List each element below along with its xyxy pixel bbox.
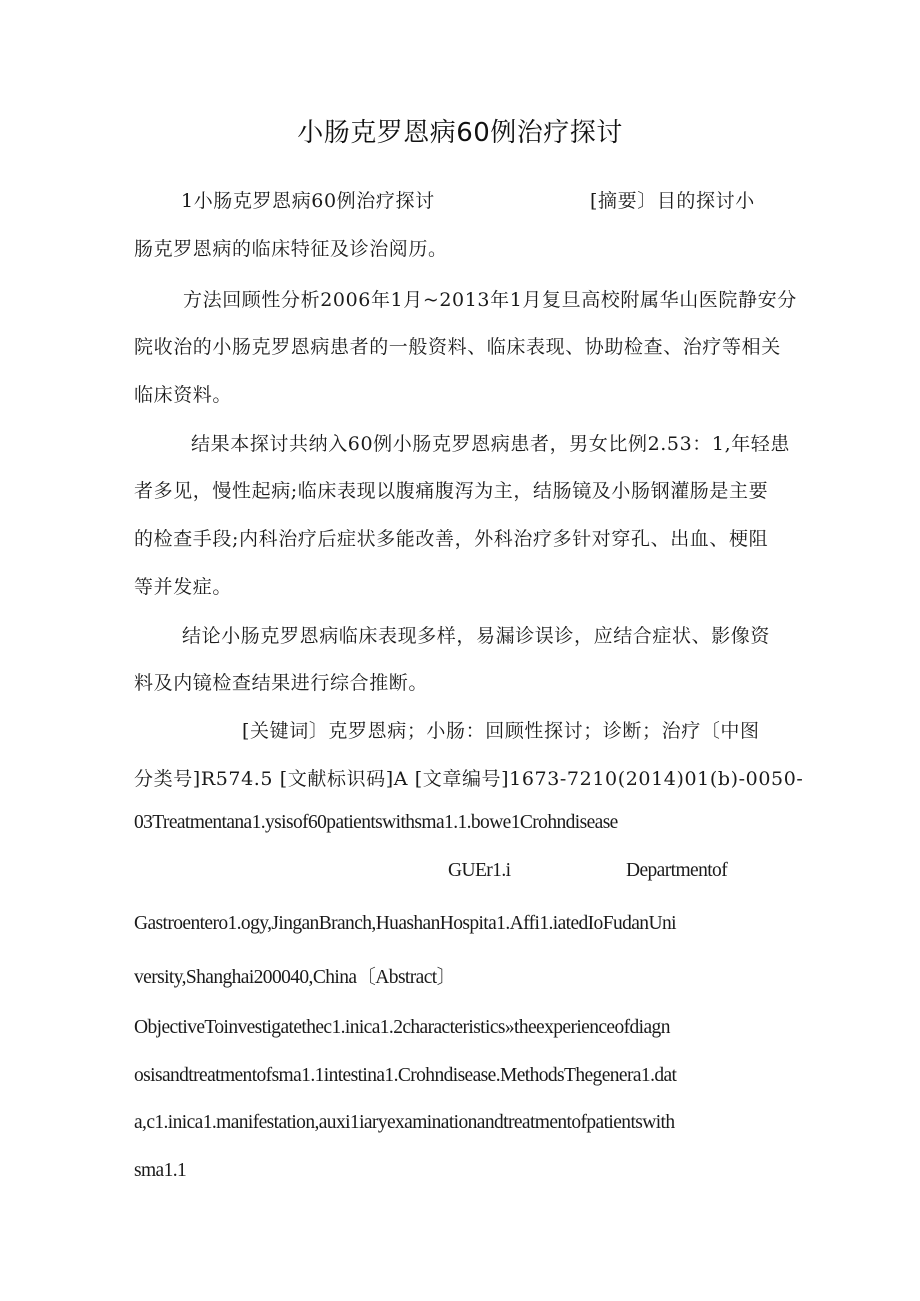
results-line-4: 等并发症。 <box>134 576 233 598</box>
affiliation-line-1: Gastroentero1.ogy,JinganBranch,HuashanHospita1.Affi1.iatedIoFudanUni <box>134 913 676 934</box>
results-line-1: 结果本探讨共纳入60例小肠克罗恩病患者，男女比例2.53：1,年轻患 <box>191 433 791 455</box>
document-title: 小肠克罗恩病60例治疗探讨 <box>297 118 623 148</box>
english-abstract-line-1: ObjectiveToinvestigatethec1.inica1.2characteristics»theexperienceofdiagn <box>134 1017 670 1038</box>
english-title-line: 03Treatmentana1.ysisof60patientswithsma1.1.bowe1Crohndisease <box>134 812 618 833</box>
abstract-objective-line: 肠克罗恩病的临床特征及诊治阅历。 <box>134 238 448 260</box>
english-abstract-line-4: sma1.1 <box>134 1160 187 1181</box>
author-name: GUEr1.i <box>448 860 511 881</box>
methods-line-2: 院收治的小肠克罗恩病患者的一般资料、临床表现、协助检查、治疗等相关 <box>134 336 781 358</box>
results-line-2: 者多见，慢性起病;临床表现以腹痛腹泻为主，结肠镜及小肠钢灌肠是主要 <box>134 480 769 502</box>
methods-line-1: 方法回顾性分析2006年1月~2013年1月复旦高校附属华山医院静安分 <box>183 289 797 311</box>
methods-line-3: 临床资料。 <box>134 384 233 406</box>
conclusion-line-1: 结论小肠克罗恩病临床表现多样，易漏诊误诊，应结合症状、影像资 <box>182 625 771 647</box>
keywords-line: [关键词〕克罗恩病；小肠：回顾性探讨；诊断；治疗〔中图 <box>242 720 760 742</box>
english-abstract-line-2: osisandtreatmentofsma1.1intestina1.Crohndisease.MethodsThegenera1.dat <box>134 1065 677 1086</box>
affiliation-start: Departmentof <box>626 860 728 881</box>
results-line-3: 的检查手段;内科治疗后症状多能改善，外科治疗多针对穿孔、出血、梗阻 <box>134 528 769 550</box>
affiliation-line-2: versity,Shanghai200040,China〔Abstract〕 <box>134 967 456 988</box>
abstract-label-line: [摘要〕目的探讨小 <box>590 190 755 212</box>
conclusion-line-2: 料及内镜检查结果进行综合推断。 <box>134 672 429 694</box>
classification-line: 分类号]R574.5 [文献标识码]A [文章编号]1673-7210(2014)01(b)-0050- <box>134 768 804 790</box>
english-abstract-line-3: a,c1.inica1.manifestation,auxi1iaryexaminationandtreatmentofpatientswith <box>134 1112 675 1133</box>
abstract-heading-line: 1小肠克罗恩病60例治疗探讨 <box>181 190 435 212</box>
